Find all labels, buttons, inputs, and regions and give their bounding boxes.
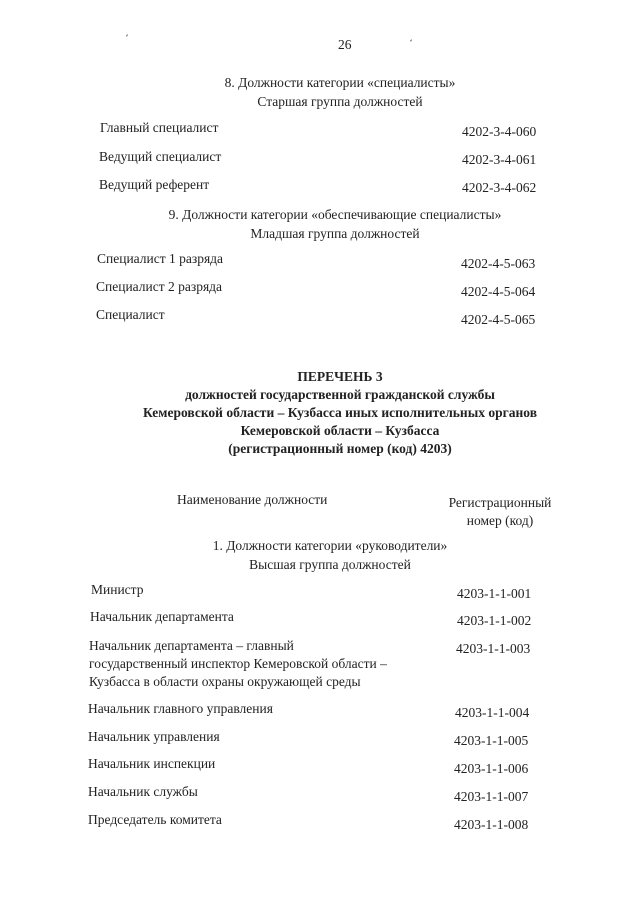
- page-number: 26: [338, 37, 352, 52]
- position-title: Специалист: [96, 307, 165, 322]
- section-1-heading: 1. Должности категории «руководители»: [212, 538, 448, 553]
- position-code: 4203-1-1-007: [454, 789, 529, 804]
- scan-speck: [410, 39, 412, 41]
- column-header-name: Наименование должности: [177, 492, 328, 507]
- position-title: Председатель комитета: [88, 812, 222, 827]
- position-title: Начальник управления: [88, 729, 220, 744]
- position-title: Специалист 2 разряда: [96, 279, 223, 294]
- list-3-title-line: Кемеровской области – Кузбасса: [240, 423, 440, 438]
- position-title: Ведущий референт: [99, 177, 210, 192]
- position-code: 4202-4-5-064: [461, 284, 536, 299]
- list-3-title: ПЕРЕЧЕНЬ 3: [297, 369, 383, 384]
- position-title: Начальник главного управления: [88, 701, 273, 716]
- column-header-code-line: номер (код): [466, 513, 534, 528]
- position-code: 4203-1-1-004: [455, 705, 530, 720]
- section-9-heading: 9. Должности категории «обеспечивающие специалисты»: [168, 207, 502, 222]
- scan-speck: [126, 34, 128, 36]
- position-code: 4203-1-1-006: [454, 761, 529, 776]
- section-1-subheading: Высшая группа должностей: [249, 557, 411, 572]
- list-3-title-line: (регистрационный номер (код) 4203): [228, 441, 452, 456]
- position-title: Начальник департамента: [90, 609, 234, 624]
- position-title-line: государственный инспектор Кемеровской области –: [89, 656, 387, 671]
- position-code: 4202-3-4-060: [462, 124, 537, 139]
- list-3-title-line: должностей государственной гражданской службы: [185, 387, 495, 402]
- position-code: 4203-1-1-008: [454, 817, 529, 832]
- position-code: 4203-1-1-003: [456, 641, 531, 656]
- position-code: 4203-1-1-002: [457, 613, 532, 628]
- section-9-subheading: Младшая группа должностей: [250, 226, 420, 241]
- position-code: 4202-3-4-061: [462, 152, 537, 167]
- list-3-title-line: Кемеровской области – Кузбасса иных исполнительных органов: [143, 405, 537, 420]
- section-8-heading: 8. Должности категории «специалисты»: [224, 75, 456, 90]
- position-code: 4203-1-1-001: [457, 586, 532, 601]
- column-header-code: Регистрационный: [448, 495, 552, 510]
- position-title-line: Кузбасса в области охраны окружающей среды: [89, 674, 361, 689]
- position-title: Министр: [91, 582, 144, 597]
- position-title: Начальник департамента – главный: [89, 638, 294, 653]
- position-code: 4203-1-1-005: [454, 733, 529, 748]
- position-code: 4202-4-5-065: [461, 312, 536, 327]
- position-code: 4202-4-5-063: [461, 256, 536, 271]
- position-title: Главный специалист: [100, 120, 219, 135]
- position-title: Ведущий специалист: [99, 149, 222, 164]
- position-code: 4202-3-4-062: [462, 180, 537, 195]
- position-title: Специалист 1 разряда: [97, 251, 224, 266]
- position-title: Начальник службы: [88, 784, 198, 799]
- position-title: Начальник инспекции: [88, 756, 216, 771]
- section-8-subheading: Старшая группа должностей: [257, 94, 423, 109]
